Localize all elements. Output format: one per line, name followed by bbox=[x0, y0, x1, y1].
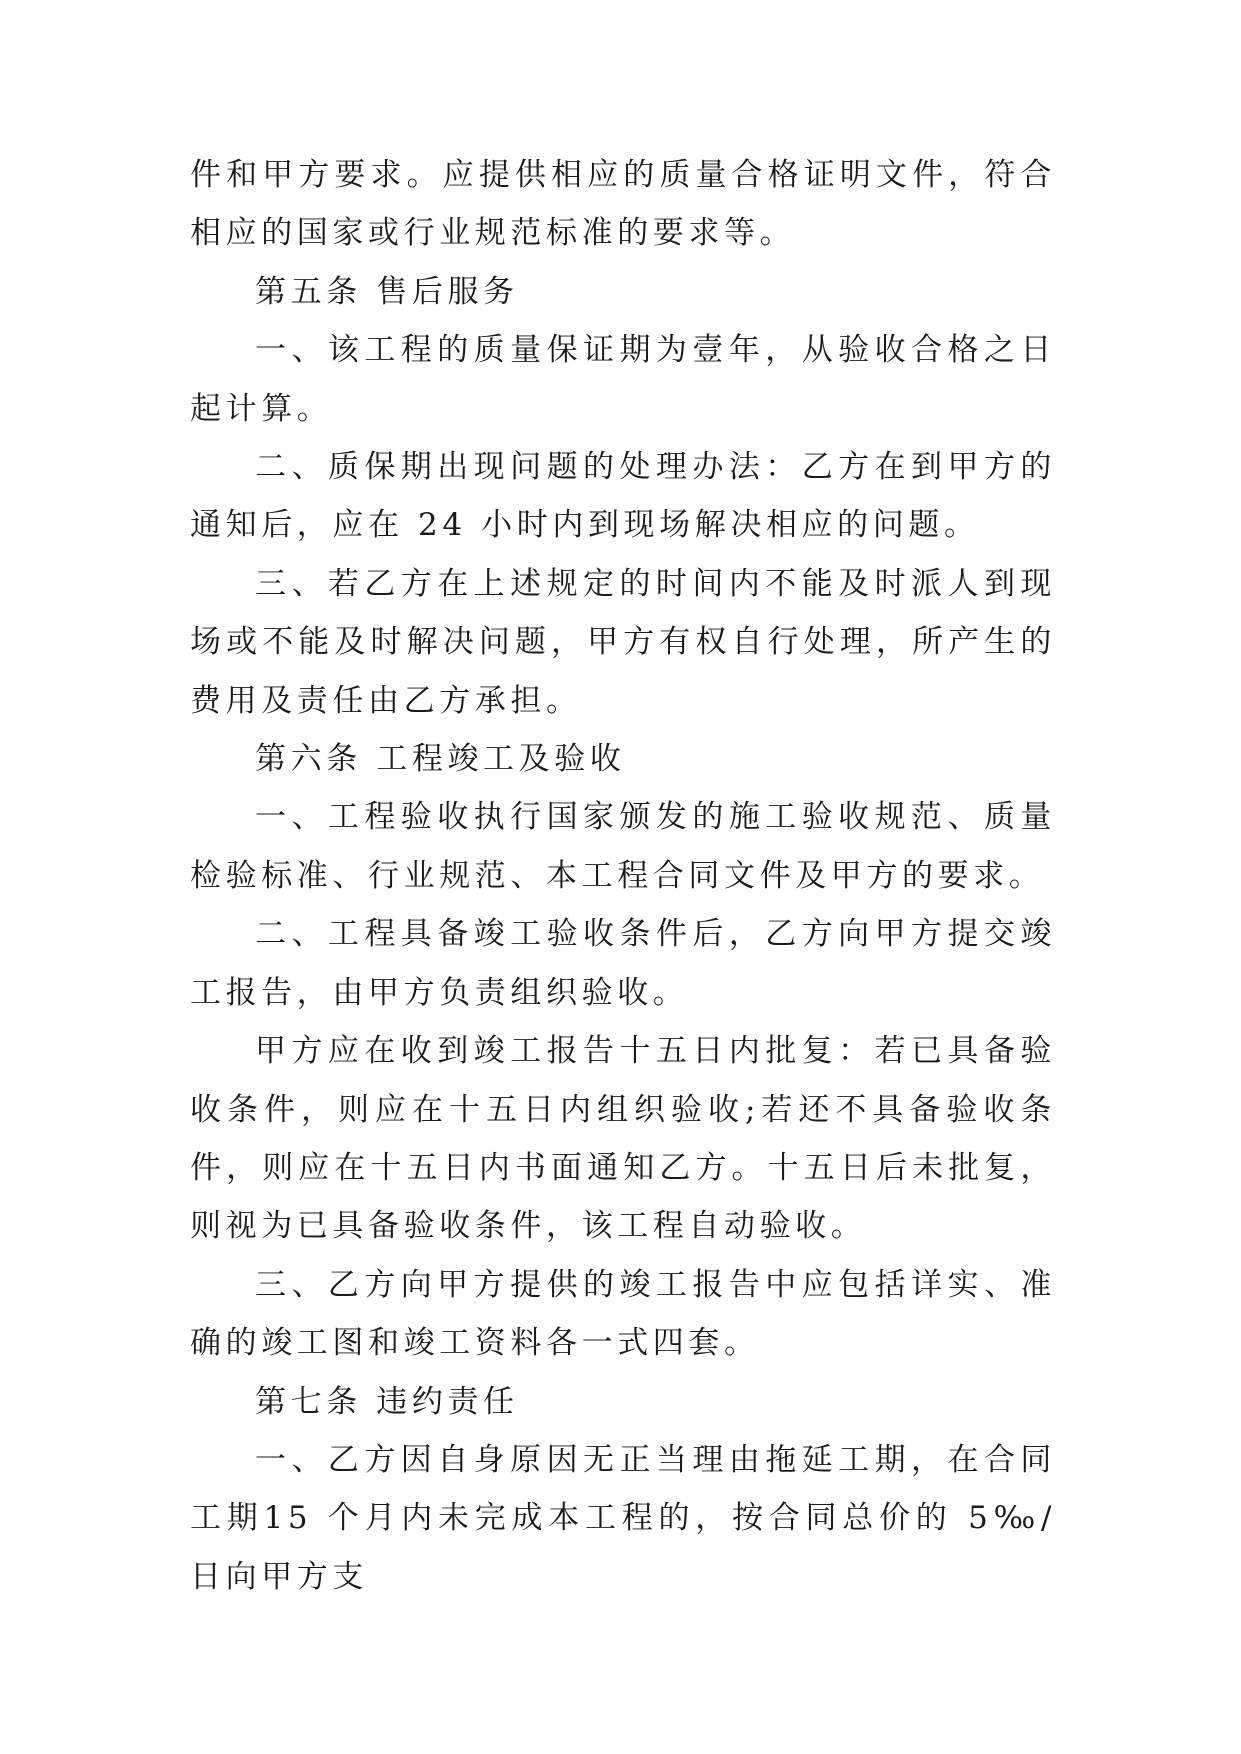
article-5-clause-3: 三、若乙方在上述规定的时间内不能及时派人到现场或不能及时解决问题，甲方有权自行处理，所产生的费用及责任由乙方承担。 bbox=[190, 565, 1056, 719]
paragraph-continuation: 件和甲方要求。应提供相应的质量合格证明文件，符合相应的国家或行业规范标准的要求等。 bbox=[190, 157, 1056, 252]
article-6-clause-1: 一、工程验收执行国家颁发的施工验收规范、质量检验标准、行业规范、本工程合同文件及甲方的要求。 bbox=[190, 799, 1056, 894]
article-5-heading: 第五条 售后服务 bbox=[255, 273, 519, 310]
article-7-clause-1: 一、乙方因自身原因无正当理由拖延工期，在合同工期15 个月内未完成本工程的，按合同总价的 5‰/日向甲方支 bbox=[190, 1441, 1056, 1595]
document-page bbox=[190, 146, 1056, 1606]
article-7-heading: 第七条 违约责任 bbox=[255, 1383, 519, 1420]
article-5-clause-2: 二、质保期出现问题的处理办法：乙方在到甲方的通知后，应在 24 小时内到现场解决相应的问题。 bbox=[190, 449, 1056, 544]
article-6-clause-2-detail: 甲方应在收到竣工报告十五日内批复：若已具备验收条件，则应在十五日内组织验收;若还不具备验收条件，则应在十五日内书面通知乙方。十五日后未批复，则视为已具备验收条件，该工程自动验收。 bbox=[190, 1033, 1056, 1245]
article-6-heading: 第六条 工程竣工及验收 bbox=[255, 741, 626, 778]
article-6-clause-3: 三、乙方向甲方提供的竣工报告中应包括详实、准确的竣工图和竣工资料各一式四套。 bbox=[190, 1266, 1056, 1362]
article-6-clause-2: 二、工程具备竣工验收条件后，乙方向甲方提交竣工报告，由甲方负责组织验收。 bbox=[190, 916, 1056, 1011]
article-5-clause-1: 一、该工程的质量保证期为壹年，从验收合格之日起计算。 bbox=[190, 332, 1056, 427]
